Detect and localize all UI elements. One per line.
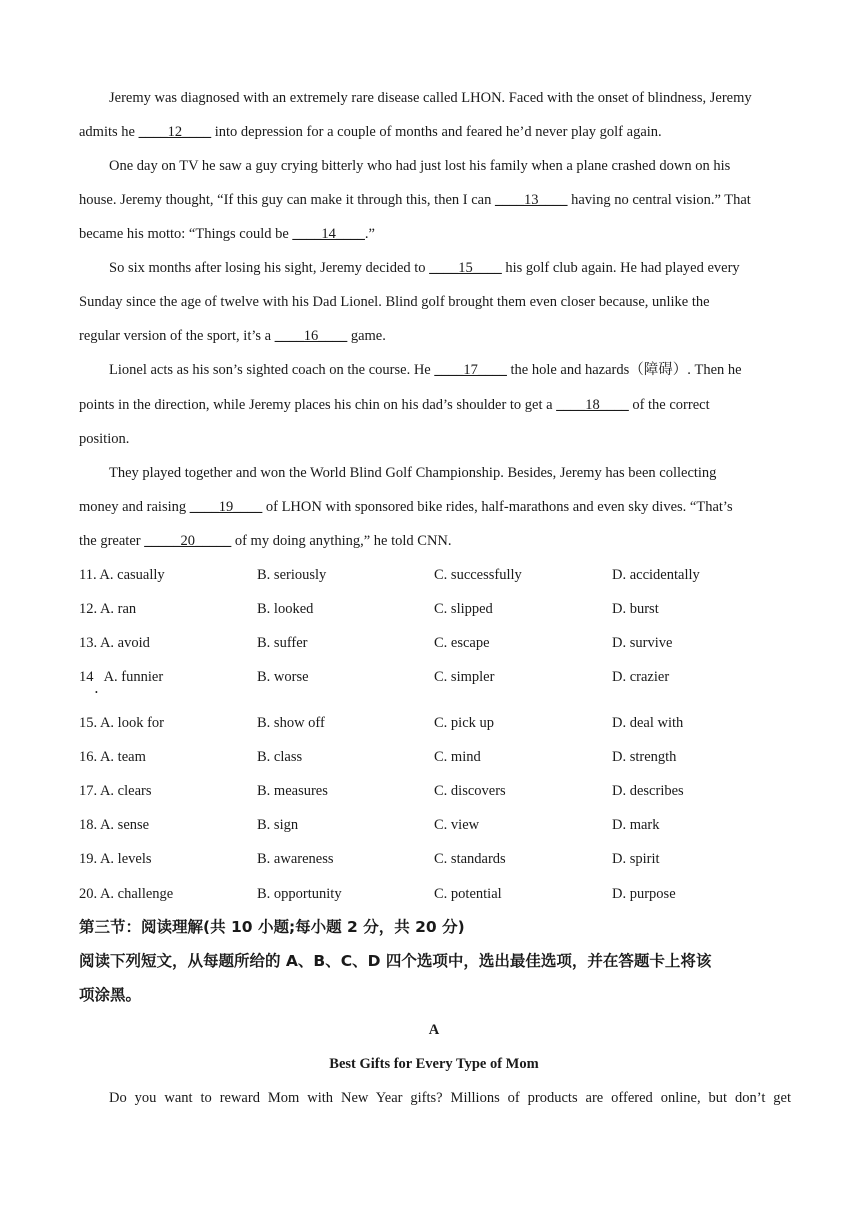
passage-line: points in the direction, while Jeremy places his chin on his dad’s shoulder to get a ____18____ of the correct (79, 397, 710, 413)
blank-20: _____20_____ (144, 533, 232, 549)
option-d: D. purpose (612, 886, 676, 902)
section-instructions: 项涂黑。 (79, 986, 142, 1004)
option-b: B. show off (257, 715, 325, 731)
option-a: 13. A. avoid (79, 635, 150, 651)
section-title: 第三节：阅读理解(共 10 小题;每小题 2 分，共 20 分) (79, 918, 465, 936)
blank-19: ____19____ (189, 499, 263, 515)
blank-15: ____15____ (429, 260, 502, 276)
option-b: B. worse (257, 669, 309, 685)
stray-dot: • (95, 688, 98, 697)
option-b: B. sign (257, 817, 299, 833)
option-c: C. slipped (434, 601, 493, 617)
option-c: C. potential (434, 886, 502, 902)
passage-line: regular version of the sport, it’s a ____16____ game. (79, 328, 386, 344)
option-row (0, 884, 868, 904)
passage-title: Best Gifts for Every Type of Mom (329, 1056, 539, 1072)
option-a: 20. A. challenge (79, 886, 174, 902)
option-row (0, 599, 868, 619)
option-row (0, 667, 868, 687)
option-c: C. mind (434, 749, 481, 765)
passage-line: money and raising ____19____ of LHON with sponsored bike rides, half-marathons and even sky dives. “That’s (79, 499, 733, 515)
option-d: D. accidentally (612, 567, 700, 583)
option-b: B. class (257, 749, 303, 765)
passage-line: One day on TV he saw a guy crying bitterly who had just lost his family when a plane crashed down on his (109, 158, 731, 174)
option-d: D. mark (612, 817, 660, 833)
option-b: B. opportunity (257, 886, 342, 902)
option-row (0, 565, 868, 585)
passage-line: position. (79, 431, 130, 447)
passage-line: They played together and won the World Blind Golf Championship. Besides, Jeremy has been collecting (109, 465, 717, 481)
option-row (0, 713, 868, 733)
option-c: C. view (434, 817, 480, 833)
blank-14: ____14____ (292, 226, 365, 242)
blank-18: ____18____ (556, 397, 629, 413)
section-instructions: 阅读下列短文，从每题所给的 A、B、C、D 四个选项中，选出最佳选项，并在答题卡上将该 (79, 952, 712, 970)
option-d: D. burst (612, 601, 659, 617)
option-row (0, 747, 868, 767)
option-d: D. describes (612, 783, 684, 799)
option-a: 17. A. clears (79, 783, 152, 799)
passage-line: the greater _____20_____ of my doing anything,” he told CNN. (79, 533, 452, 549)
option-a: 19. A. levels (79, 851, 152, 867)
option-row (0, 849, 868, 869)
option-row (0, 815, 868, 835)
option-c: C. simpler (434, 669, 495, 685)
passage-line: So six months after losing his sight, Jeremy decided to ____15____ his golf club again. He had played every (109, 260, 740, 276)
option-b: B. measures (257, 783, 328, 799)
passage-line: Do you want to reward Mom with New Year gifts? Millions of products are offered online, but don’t get (109, 1090, 791, 1106)
option-d: D. survive (612, 635, 673, 651)
option-c: C. successfully (434, 567, 522, 583)
option-row (0, 781, 868, 801)
option-a: 15. A. look for (79, 715, 164, 731)
blank-17: ____17____ (434, 362, 507, 378)
option-a: 16. A. team (79, 749, 146, 765)
passage-line: Lionel acts as his son’s sighted coach on the course. He ____17____ the hole and hazards（障碍）. Then he (109, 362, 742, 378)
option-a: 18. A. sense (79, 817, 150, 833)
option-c: C. standards (434, 851, 506, 867)
option-a: 11. A. casually (79, 567, 165, 583)
option-row (0, 633, 868, 653)
option-a: 14 A. funnier (79, 669, 164, 685)
option-d: D. crazier (612, 669, 670, 685)
option-b: B. seriously (257, 567, 327, 583)
option-c: C. pick up (434, 715, 495, 731)
option-d: D. deal with (612, 715, 684, 731)
option-b: B. awareness (257, 851, 334, 867)
blank-13: ____13____ (494, 192, 568, 208)
passage-label: A (428, 1022, 440, 1038)
option-d: D. spirit (612, 851, 660, 867)
option-d: D. strength (612, 749, 677, 765)
passage-line: Jeremy was diagnosed with an extremely rare disease called LHON. Faced with the onset of blindness, Jeremy (109, 90, 752, 106)
blank-16: ____16____ (274, 328, 348, 344)
option-a: 12. A. ran (79, 601, 137, 617)
passage-line: became his motto: “Things could be ____14____.” (79, 226, 375, 242)
blank-12: ____12____ (138, 124, 212, 140)
passage-line: admits he ____12____ into depression for a couple of months and feared he’d never play golf again. (79, 124, 662, 140)
option-b: B. suffer (257, 635, 308, 651)
option-c: C. discovers (434, 783, 506, 799)
passage-line: Sunday since the age of twelve with his Dad Lionel. Blind golf brought them even closer because, unlike the (79, 294, 710, 310)
passage-line: house. Jeremy thought, “If this guy can make it through this, then I can ____13____ having no central vision.” That (79, 192, 751, 208)
option-b: B. looked (257, 601, 314, 617)
option-c: C. escape (434, 635, 490, 651)
